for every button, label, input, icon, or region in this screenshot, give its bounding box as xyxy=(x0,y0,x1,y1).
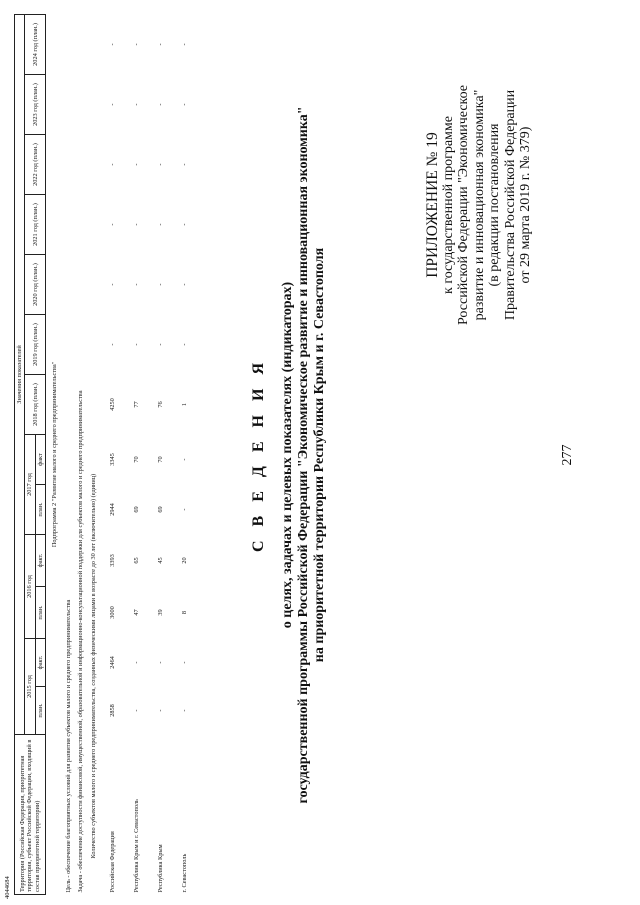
indicator-text: Количество субъектов малого и среднего предпринимательства, созданных физическими лицами в возрасте до 30 лет (включительно) (единиц) xyxy=(89,473,97,859)
value-cell: - xyxy=(156,43,164,46)
value-cell: - xyxy=(180,103,188,106)
value-cell: - xyxy=(156,283,164,286)
year-header: 2016 год xyxy=(25,535,35,639)
value-cell: 2464 xyxy=(108,656,116,669)
value-cell: 39 xyxy=(156,609,164,616)
value-cell: - xyxy=(156,709,164,712)
value-cell: - xyxy=(132,163,140,166)
value-cell: - xyxy=(132,343,140,346)
value-cell: 3345 xyxy=(108,453,116,466)
appendix-line: развитие и инновационная экономика" xyxy=(471,89,487,321)
plan-year-header: 2024 год (план.) xyxy=(25,14,46,74)
plan-year-header: 2023 год (план.) xyxy=(25,75,46,135)
value-cell: - xyxy=(180,343,188,346)
value-cell: 65 xyxy=(132,557,140,564)
appendix-line: к государственной программе xyxy=(440,116,456,294)
sub-header: план. xyxy=(35,587,45,639)
value-cell: 2944 xyxy=(108,503,116,516)
value-cell: - xyxy=(108,343,116,346)
task-row xyxy=(74,14,86,894)
value-cell: - xyxy=(156,343,164,346)
subprogram-name: Подпрограмма 2 "Развитие малого и среднего предпринимательства" xyxy=(50,361,58,548)
value-cell: 2858 xyxy=(108,704,116,717)
value-cell: - xyxy=(108,223,116,226)
indicator-row xyxy=(86,14,100,894)
title-line: на приоритетной территории Республики Крым и г. Севастополя xyxy=(312,247,327,663)
value-cell: 70 xyxy=(132,456,140,463)
year-header: 2017 год xyxy=(25,435,35,535)
territory-cell: г. Севастополь xyxy=(180,853,188,893)
appendix-line: от 29 марта 2019 г. № 379) xyxy=(518,126,533,284)
value-cell: 20 xyxy=(180,557,188,564)
sub-header: план. xyxy=(35,485,45,535)
plan-year-header: 2018 год (план.) xyxy=(25,375,46,435)
value-cell: 3393 xyxy=(108,554,116,567)
value-cell: - xyxy=(180,508,188,511)
value-cell: - xyxy=(132,283,140,286)
goal-row xyxy=(62,14,74,894)
value-cell: - xyxy=(156,163,164,166)
value-cell: - xyxy=(132,43,140,46)
value-cell: 77 xyxy=(132,401,140,408)
value-cell: - xyxy=(108,103,116,106)
title-heading: С В Е Д Е Н И Я xyxy=(250,357,267,553)
title-line: государственной программы Российской Федерации "Экономическое развитие и инновационная экономика" xyxy=(296,106,311,804)
territory-cell: Республика Крым xyxy=(156,844,164,893)
document-code: 4044684 xyxy=(4,876,11,899)
header-row xyxy=(15,14,25,894)
appendix-line: Правительства Российской Федерации xyxy=(502,89,518,321)
value-cell: - xyxy=(108,43,116,46)
value-cell: 70 xyxy=(156,456,164,463)
territory-header: Территория (Российская Федерация, приоритетная территория, субъект Российской Федерации, входящий в состав приоритетной территории) xyxy=(15,735,46,895)
value-cell: - xyxy=(132,709,140,712)
value-cell: - xyxy=(156,661,164,664)
value-cell: - xyxy=(180,43,188,46)
table-row xyxy=(124,14,148,894)
table-row xyxy=(148,14,172,894)
value-cell: - xyxy=(180,283,188,286)
plan-year-header: 2019 год (план.) xyxy=(25,315,46,375)
appendix-line: (в редакции постановления xyxy=(487,123,502,287)
value-cell: - xyxy=(180,163,188,166)
subprogram-row xyxy=(46,14,63,894)
value-cell: - xyxy=(180,661,188,664)
value-cell: 45 xyxy=(156,557,164,564)
plan-year-header: 2022 год (план.) xyxy=(25,135,46,195)
indicators-table xyxy=(14,14,196,895)
value-cell: - xyxy=(180,223,188,226)
sub-header: факт. xyxy=(35,639,45,687)
territory-cell: Российская Федерация xyxy=(108,831,116,893)
value-cell: - xyxy=(132,103,140,106)
plan-year-header: 2020 год (план.) xyxy=(25,255,46,315)
sub-header: факт xyxy=(35,435,45,485)
goal-text: Цель - обеспечение благоприятных условий для развития субъектов малого и среднего предпринимательства xyxy=(64,599,72,893)
page-number: 277 xyxy=(560,444,575,466)
territory-cell: Республика Крым и г. Севастополь xyxy=(132,799,140,893)
appendix-header xyxy=(425,65,534,345)
value-cell: - xyxy=(180,458,188,461)
values-header: Значения показателей xyxy=(15,14,25,734)
table-row xyxy=(100,14,124,894)
appendix-title: ПРИЛОЖЕНИЕ № 19 xyxy=(424,132,441,278)
task-text: Задача - обеспечение доступности финансовой, имущественной, образовательной и информационно-консультационной поддержки для субъектов малого и среднего предпринимательства xyxy=(76,390,84,893)
value-cell: - xyxy=(132,661,140,664)
plan-year-header: 2021 год (план.) xyxy=(25,195,46,255)
value-cell: 47 xyxy=(132,609,140,616)
value-cell: 1 xyxy=(180,402,188,407)
value-cell: 76 xyxy=(156,401,164,408)
value-cell: 3000 xyxy=(108,606,116,619)
year-header: 2015 год xyxy=(25,639,35,735)
value-cell: 69 xyxy=(132,506,140,513)
sub-header: факт. xyxy=(35,535,45,587)
value-cell: 4250 xyxy=(108,398,116,411)
document-title xyxy=(250,95,328,815)
sub-header: план. xyxy=(35,687,45,735)
title-line: о целях, задачах и целевых показателях (индикаторах) xyxy=(280,281,295,629)
appendix-line: Российской Федерации "Экономическое xyxy=(456,84,471,326)
value-cell: 8 xyxy=(180,610,188,615)
value-cell: - xyxy=(108,163,116,166)
value-cell: - xyxy=(132,223,140,226)
value-cell: - xyxy=(156,103,164,106)
value-cell: - xyxy=(180,709,188,712)
value-cell: 69 xyxy=(156,506,164,513)
value-cell: - xyxy=(108,283,116,286)
table-row xyxy=(172,14,196,894)
value-cell: - xyxy=(156,223,164,226)
